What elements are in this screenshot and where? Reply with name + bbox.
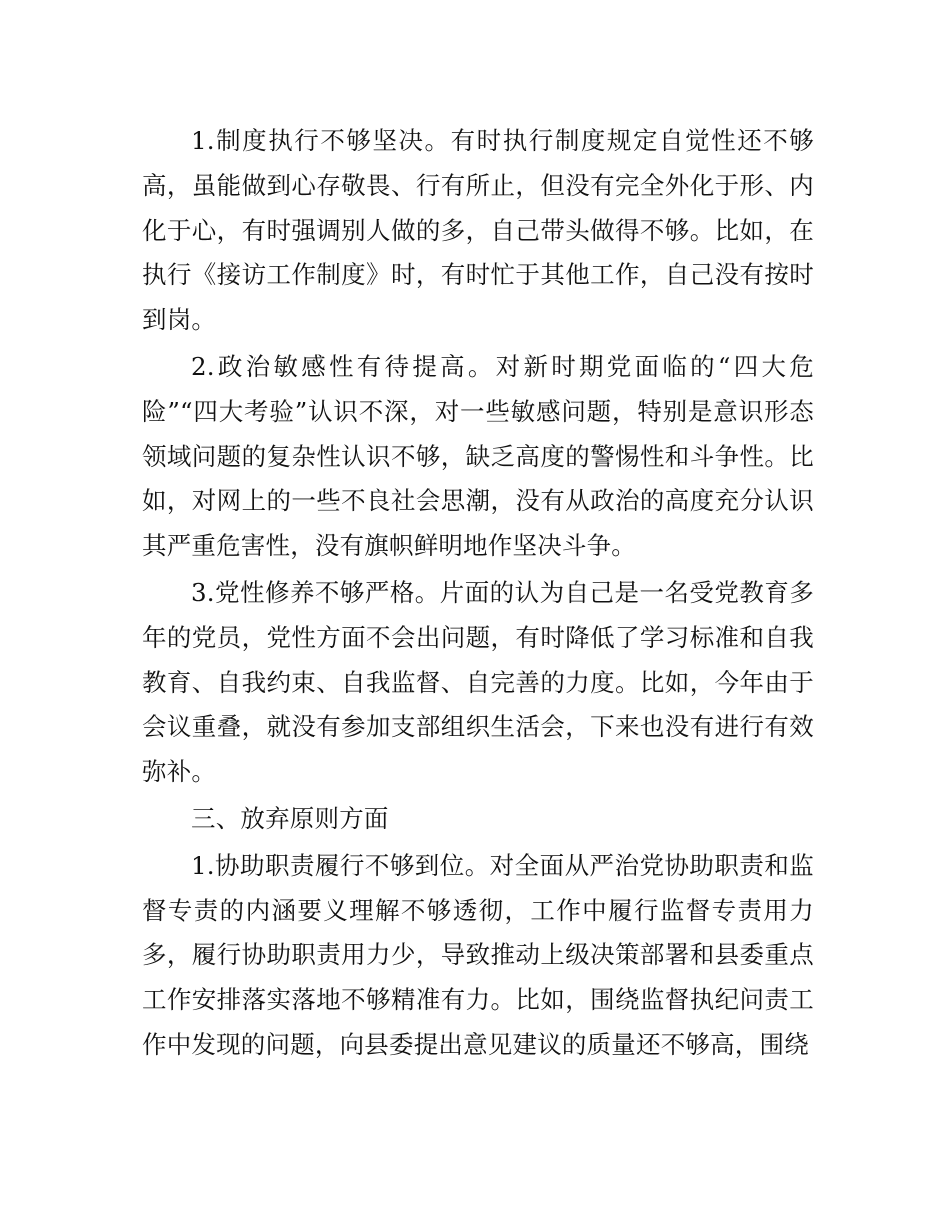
paragraph-assisting-duties: 1.协助职责履行不够到位。对全面从严治党协助职责和监督专责的内涵要义理解不够透彻，工作中履行监督专责用力多，履行协助职责用力少，导致推动上级决策部署和县委重点工作安排落实落地不够精准有力。比如，围绕监督执纪问责工作中发现的问题，向县委提出意见建议的质量还不够高，围绕 bbox=[142, 850, 814, 1059]
document-body bbox=[142, 119, 814, 1070]
paragraph-institution-enforcement: 1.制度执行不够坚决。有时执行制度规定自觉性还不够高，虽能做到心存敬畏、行有所止，但没有完全外化于形、内化于心，有时强调别人做的多，自己带头做得不够。比如，在执行《接访工作制度》时，有时忙于其他工作，自己没有按时到岗。 bbox=[142, 126, 814, 335]
paragraph-political-sensitivity: 2.政治敏感性有待提高。对新时期党面临的“四大危险”“四大考验”认识不深，对一些敏感问题，特别是意识形态领域问题的复杂性认识不够，缺乏高度的警惕性和斗争性。比如，对网上的一些不良社会思潮，没有从政治的高度充分认识其严重危害性，没有旗帜鲜明地作坚决斗争。 bbox=[142, 351, 814, 561]
section-heading-principles: 三、放弃原则方面 bbox=[191, 803, 389, 833]
paragraph-party-cultivation: 3.党性修养不够严格。片面的认为自己是一名受党教育多年的党员，党性方面不会出问题，有时降低了学习标准和自我教育、自我约束、自我监督、自完善的力度。比如，今年由于会议重叠，就没有参加支部组织生活会，下来也没有进行有效弥补。 bbox=[142, 577, 814, 787]
